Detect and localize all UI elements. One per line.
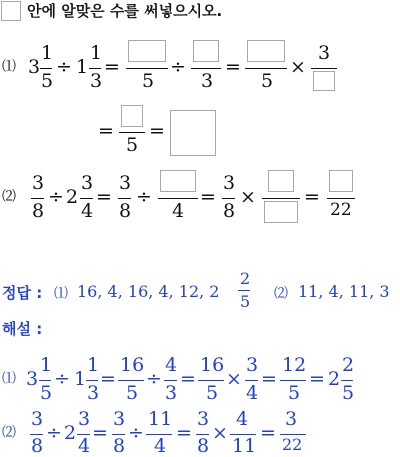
s1-h-line [341, 380, 353, 381]
s2-div: ÷ [46, 422, 62, 444]
p2-frac3-den: 8 [119, 200, 132, 222]
s2-g-den: 22 [282, 435, 303, 454]
answer-box-icon [1, 1, 21, 21]
s1-h-den: 5 [342, 382, 355, 404]
s2-b-num: 3 [78, 408, 91, 430]
p2-equals-3: = [304, 186, 320, 208]
p2-blank1-line [158, 198, 198, 199]
s1-a-line [39, 380, 51, 381]
s2-w2: 2 [64, 422, 77, 444]
s1-d-den: 3 [165, 382, 178, 404]
p1-blank-4[interactable] [313, 71, 335, 91]
p1-frac2-num: 1 [90, 42, 103, 64]
s1-c-num: 16 [120, 354, 145, 376]
s1-eq-4: = [309, 368, 325, 390]
answer-part1-mixed-num: 2 [240, 269, 251, 288]
s2-eq-2: = [176, 422, 192, 444]
p1-frac2-line [89, 68, 101, 69]
s2-b-den: 4 [78, 435, 91, 457]
p1-row2-line [119, 132, 145, 133]
p1-blank2-den: 3 [201, 70, 214, 92]
p2-frac3-num: 3 [119, 172, 132, 194]
p1-frac1-den: 5 [41, 70, 54, 92]
s1-g-den: 5 [288, 382, 301, 404]
s1-g-line [280, 380, 306, 381]
p1-blank2-line [191, 68, 221, 69]
s1-e-den: 5 [206, 382, 219, 404]
p2-blank4-den: 22 [330, 200, 352, 220]
p2-divide-sign-2: ÷ [136, 186, 152, 208]
p2-frac2-line [80, 198, 93, 199]
solution-title: 해설 : [2, 320, 43, 338]
s1-e-line [198, 380, 224, 381]
answer-part1-values: 16, 4, 16, 4, 12, 2 [77, 282, 220, 301]
solution-2-label: ⑵ [2, 425, 16, 441]
p1-frac4-line [311, 68, 337, 69]
p1-frac4-num: 3 [318, 42, 331, 64]
p1-blank-1[interactable] [128, 40, 166, 62]
s1-eq-2: = [180, 368, 196, 390]
problem-1-label: ⑴ [2, 59, 16, 75]
p1-whole-2: 1 [76, 56, 89, 78]
s2-times: × [212, 422, 228, 444]
solution-1-label: ⑴ [2, 371, 16, 387]
p1-blank-2[interactable] [193, 40, 219, 62]
s2-a-num: 3 [31, 408, 44, 430]
p2-frac4-den: 8 [223, 200, 236, 222]
instruction-text: 안에 알맞은 수를 써넣으시오. [27, 2, 223, 20]
s1-b-line [86, 380, 98, 381]
p1-whole-1: 3 [28, 56, 41, 78]
s1-d-num: 4 [165, 354, 178, 376]
answer-part2-label: ⑵ [274, 286, 288, 302]
s1-e-num: 16 [200, 354, 225, 376]
p1-row2-answer-box[interactable] [170, 110, 216, 156]
s1-w3: 2 [328, 368, 341, 390]
p2-divide-sign: ÷ [48, 186, 64, 208]
s1-b-den: 3 [87, 382, 100, 404]
p1-row2-den: 5 [126, 134, 139, 156]
s1-h-num: 2 [342, 354, 355, 376]
p1-row2-blank-num[interactable] [121, 105, 143, 127]
p2-blank-4[interactable] [329, 170, 353, 192]
s2-c-num: 3 [113, 408, 126, 430]
s1-b-num: 1 [87, 354, 100, 376]
p2-blank1-den: 4 [172, 200, 185, 222]
s2-eq-3: = [260, 422, 276, 444]
p2-blank-3[interactable] [264, 201, 298, 223]
p2-blank2-line [262, 198, 300, 199]
p2-frac3-line [118, 198, 131, 199]
p1-row2-equals-2: = [149, 120, 165, 142]
p2-whole-2: 2 [66, 186, 79, 208]
p2-blank-1[interactable] [160, 170, 196, 192]
p1-blank-3[interactable] [247, 40, 285, 62]
answer-part1-label: ⑴ [54, 286, 68, 302]
s1-w2: 1 [74, 368, 87, 390]
s1-a-den: 5 [40, 382, 53, 404]
s1-div-2: ÷ [146, 368, 162, 390]
p1-blank1-den: 5 [142, 70, 155, 92]
s2-f-den: 11 [232, 435, 257, 457]
s1-f-num: 3 [246, 354, 259, 376]
s2-d-num: 11 [148, 408, 173, 430]
p2-blank4-line [327, 198, 355, 199]
p1-frac1-num: 1 [41, 42, 54, 64]
s2-e-den: 8 [197, 435, 210, 457]
s1-div: ÷ [54, 368, 70, 390]
p1-divide-sign-2: ÷ [170, 56, 186, 78]
answer-part2-values: 11, 4, 11, 3 [298, 282, 390, 301]
p1-blank1-line [126, 68, 168, 69]
s1-f-line [245, 380, 258, 381]
s1-times: × [226, 368, 242, 390]
s2-g-num: 3 [285, 408, 298, 430]
s1-d-line [164, 380, 177, 381]
s2-div-2: ÷ [128, 422, 144, 444]
p1-frac1-line [40, 68, 52, 69]
p2-equals-2: = [200, 186, 216, 208]
p2-frac4-line [222, 198, 235, 199]
s2-a-den: 8 [31, 435, 44, 457]
p1-times-sign: × [290, 56, 306, 78]
p2-frac4-num: 3 [223, 172, 236, 194]
s1-eq-1: = [100, 368, 116, 390]
answer-part1-mixed-line [238, 290, 250, 291]
p1-equals-1: = [104, 56, 120, 78]
answer-part1-mixed-den: 5 [240, 292, 251, 311]
p2-frac2-den: 4 [81, 200, 94, 222]
s2-c-den: 8 [113, 435, 126, 457]
p2-frac1-line [31, 198, 44, 199]
p2-blank-2[interactable] [268, 170, 294, 192]
s2-d-den: 4 [154, 435, 167, 457]
p1-blank3-den: 5 [261, 70, 274, 92]
p1-frac2-den: 3 [90, 70, 103, 92]
p2-frac1-num: 3 [32, 172, 45, 194]
p1-equals-2: = [225, 56, 241, 78]
p1-divide-sign: ÷ [56, 56, 72, 78]
s1-eq-3: = [261, 368, 277, 390]
s1-w1: 3 [26, 368, 39, 390]
s1-f-den: 4 [246, 382, 259, 404]
s1-c-den: 5 [126, 382, 139, 404]
problem-2-label: ⑵ [2, 189, 16, 205]
answer-title: 정답 : [2, 284, 43, 302]
s1-a-num: 1 [40, 354, 53, 376]
s1-c-line [118, 380, 144, 381]
s2-eq-1: = [92, 422, 108, 444]
p2-equals-1: = [96, 186, 112, 208]
s1-g-num: 12 [282, 354, 307, 376]
s2-e-num: 3 [197, 408, 210, 430]
p2-frac1-den: 8 [32, 200, 45, 222]
p1-blank3-line [245, 68, 287, 69]
s2-f-num: 4 [236, 408, 249, 430]
p2-times-sign: × [240, 186, 256, 208]
p1-row2-equals: = [98, 120, 114, 142]
p2-frac2-num: 3 [81, 172, 94, 194]
